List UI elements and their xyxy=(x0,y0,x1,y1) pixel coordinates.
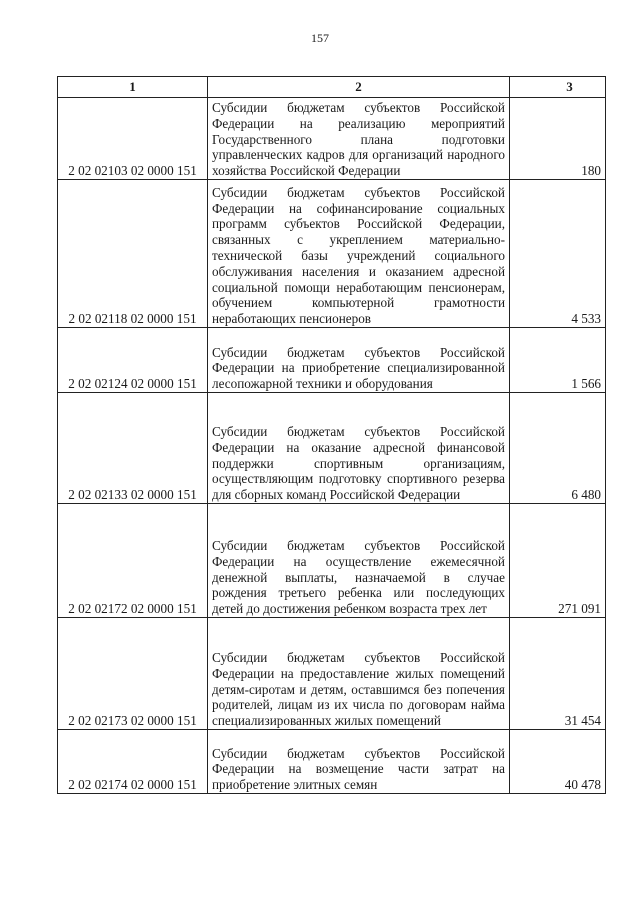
row-description xyxy=(208,328,510,393)
row-description-text: Субсидии бюджетам субъектов Российской Федерации на осуществление ежемесячной денежной выплаты, назначаемой в случае рождения третьего ребенка или последующих детей до достижения ребенком возраста трех лет xyxy=(212,538,505,617)
row-amount: 31 454 xyxy=(510,618,606,730)
row-description-text: Субсидии бюджетам субъектов Российской Федерации на приобретение специализированной лесопожарной техники и оборудования xyxy=(212,344,505,392)
row-description-text: Субсидии бюджетам субъектов Российской Федерации на возмещение части затрат на приобретение элитных семян xyxy=(212,745,505,793)
row-amount: 271 091 xyxy=(510,504,606,618)
table-header-row xyxy=(58,77,606,98)
row-amount: 6 480 xyxy=(510,393,606,504)
budget-code: 2 02 02118 02 0000 151 xyxy=(58,180,208,328)
column-header-2: 2 xyxy=(208,77,510,98)
budget-code: 2 02 02133 02 0000 151 xyxy=(58,393,208,504)
row-description xyxy=(208,504,510,618)
page-number: 157 xyxy=(311,31,329,45)
row-amount: 180 xyxy=(510,98,606,180)
budget-table xyxy=(57,76,606,794)
row-description-text: Субсидии бюджетам субъектов Российской Федерации на реализацию мероприятий Государственного плана подготовки управленческих кадров для организаций народного хозяйства Российской Федерации xyxy=(212,100,505,179)
row-description xyxy=(208,180,510,328)
row-description-text: Субсидии бюджетам субъектов Российской Федерации на оказание адресной финансовой поддержки спортивным организациям, осуществляющим подготовку спортивного резерва для сборных команд Российской Федерации xyxy=(212,424,505,503)
row-description xyxy=(208,393,510,504)
budget-code: 2 02 02124 02 0000 151 xyxy=(58,328,208,393)
row-description-text: Субсидии бюджетам субъектов Российской Федерации на предоставление жилых помещений детям-сиротам и детям, оставшимся без попечения родителей, лицам из их числа по договорам найма специализированных жилых помещений xyxy=(212,650,505,729)
table-row xyxy=(58,328,606,393)
row-amount: 1 566 xyxy=(510,328,606,393)
table-row xyxy=(58,180,606,328)
row-description xyxy=(208,618,510,730)
row-amount: 4 533 xyxy=(510,180,606,328)
table-row xyxy=(58,98,606,180)
budget-code: 2 02 02173 02 0000 151 xyxy=(58,618,208,730)
table-row xyxy=(58,504,606,618)
table-row xyxy=(58,618,606,730)
budget-code: 2 02 02172 02 0000 151 xyxy=(58,504,208,618)
row-description-text: Субсидии бюджетам субъектов Российской Федерации на софинансирование социальных программ субъектов Российской Федерации, связанных с укреплением материально-технической базы учреждений социального обслуживания населения и оказанием адресной социальной помощи неработающим пенсионерам, обучением компьютерной грамотности неработающих пенсионеров xyxy=(212,184,505,327)
row-description xyxy=(208,98,510,180)
row-description xyxy=(208,730,510,794)
table-row xyxy=(58,730,606,794)
table-row xyxy=(58,393,606,504)
budget-code: 2 02 02174 02 0000 151 xyxy=(58,730,208,794)
column-header-3: 3 xyxy=(510,77,606,98)
column-header-1: 1 xyxy=(58,77,208,98)
budget-code: 2 02 02103 02 0000 151 xyxy=(58,98,208,180)
row-amount: 40 478 xyxy=(510,730,606,794)
